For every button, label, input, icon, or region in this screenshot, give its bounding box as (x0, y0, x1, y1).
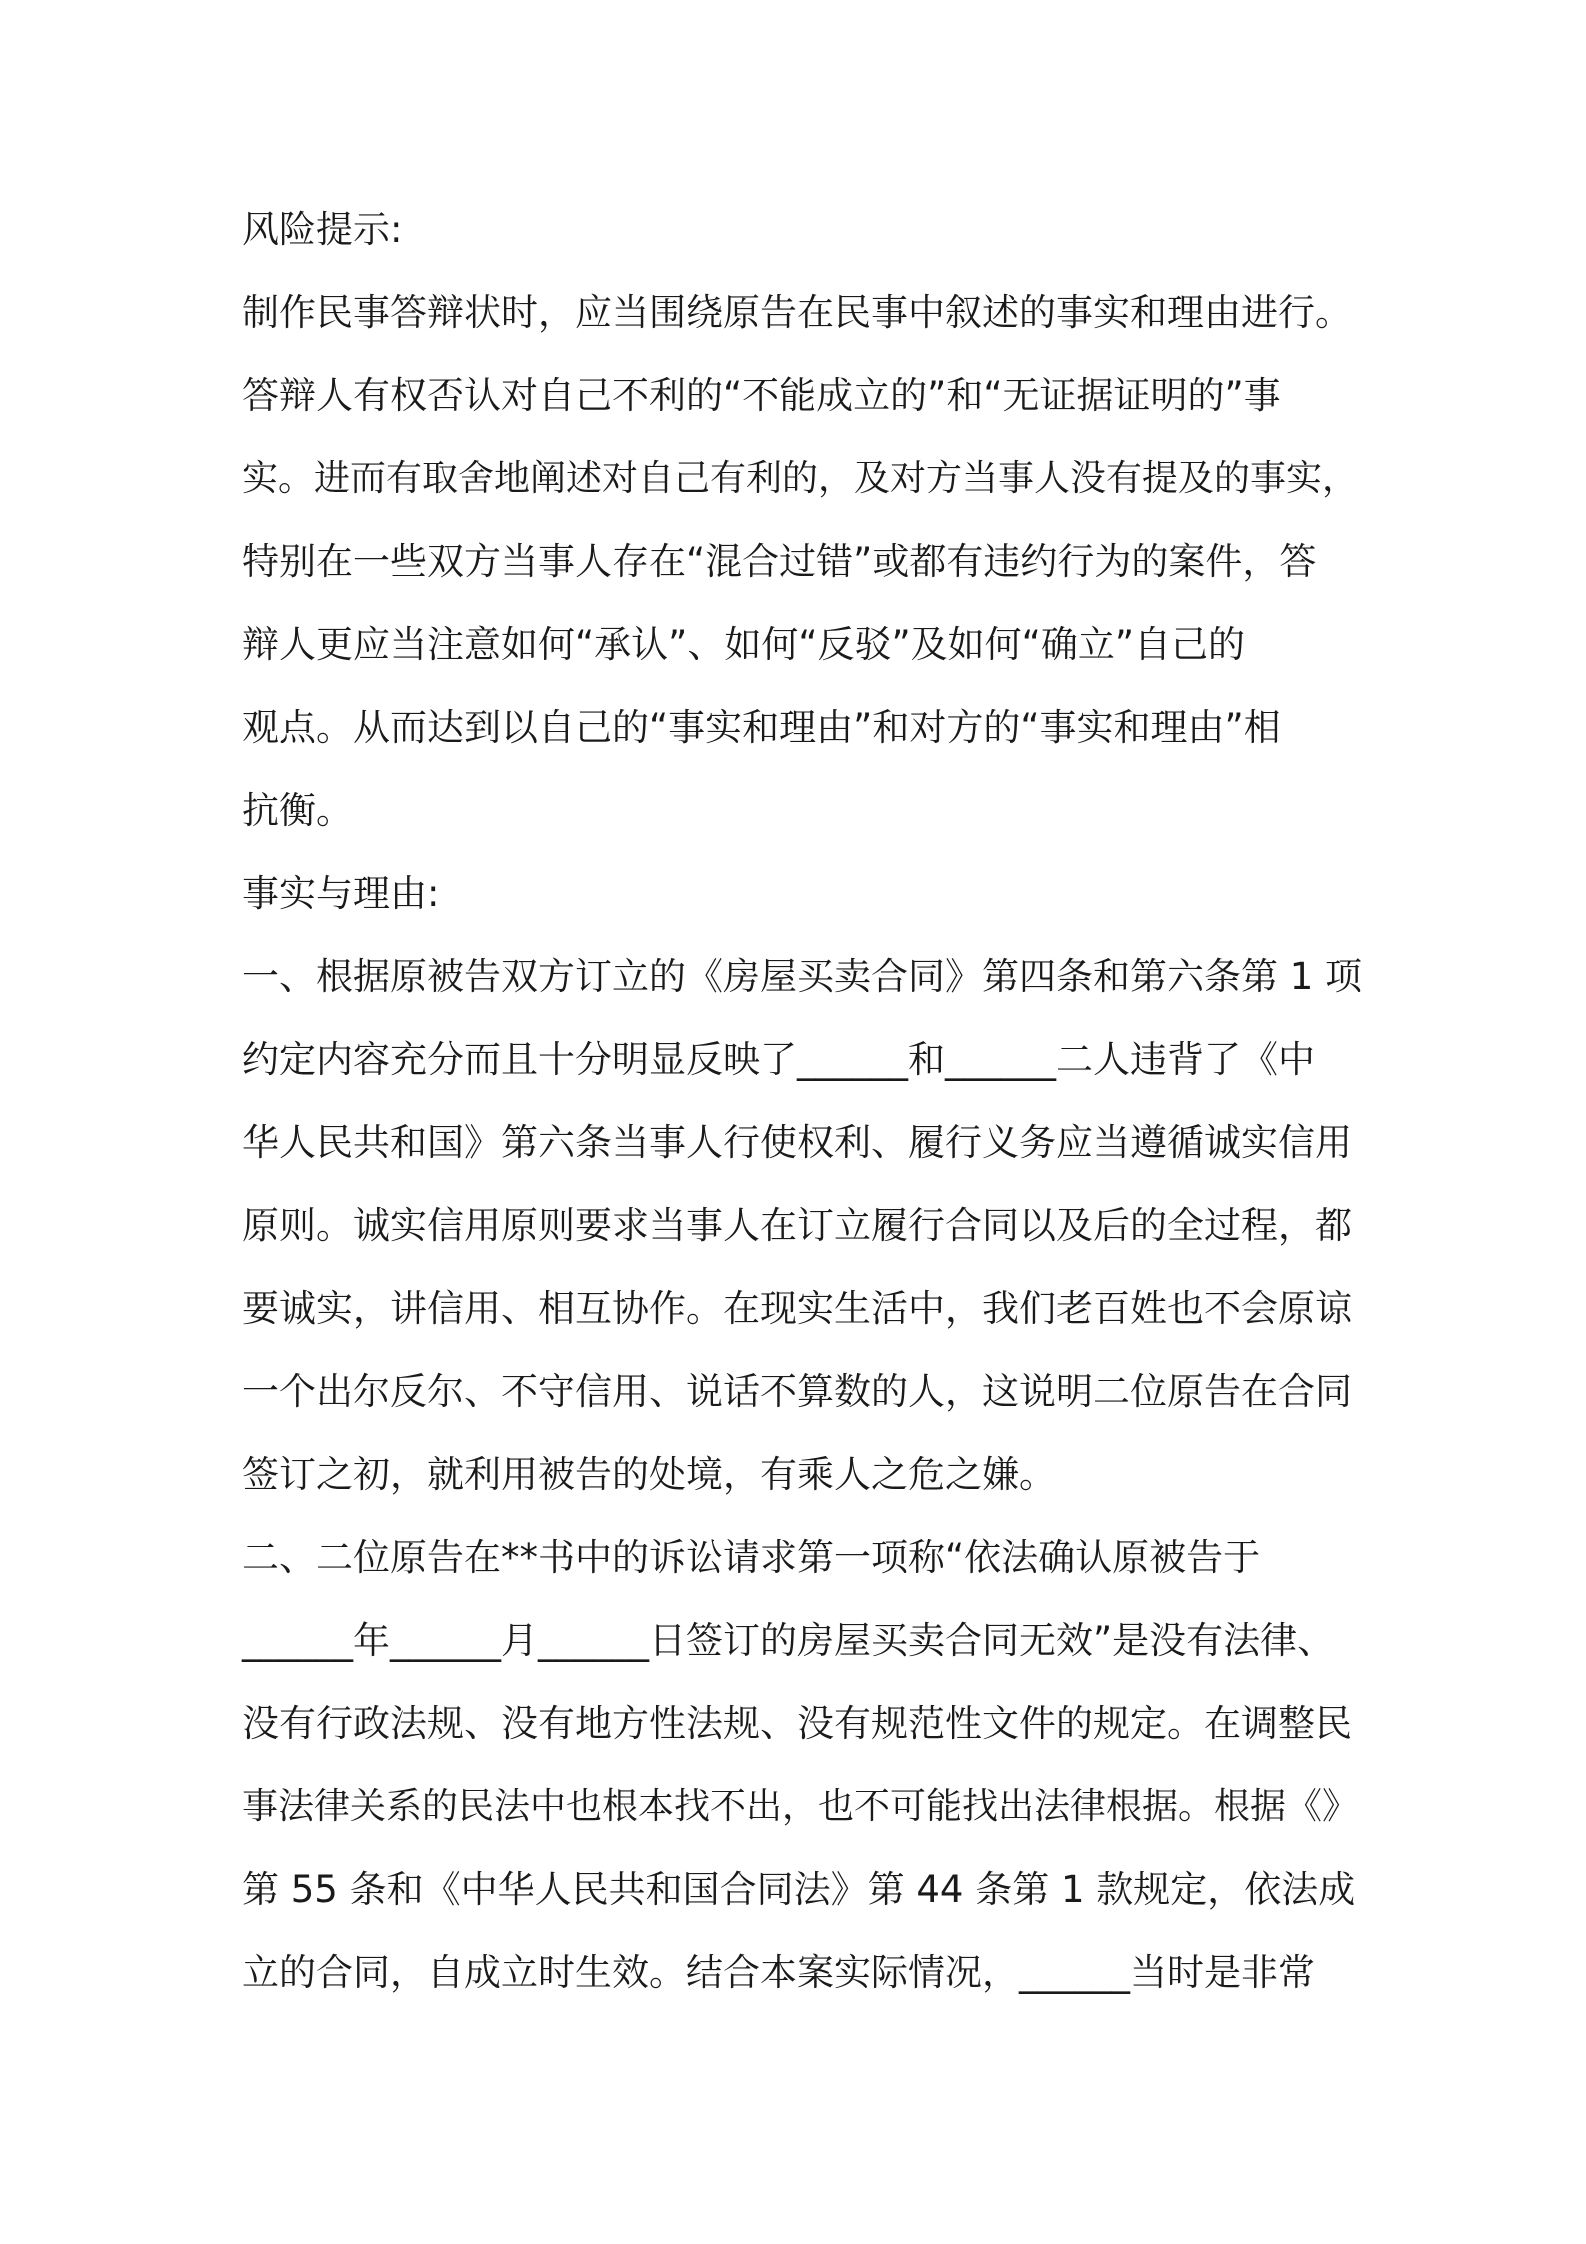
body-text-line: 观点。从而达到以自己的“事实和理由”和对方的“事实和理由”相 (242, 706, 1281, 749)
body-text-line: 原则。诚实信用原则要求当事人在订立履行合同以及后的全过程，都 (242, 1204, 1352, 1247)
body-text-line: 要诚实，讲信用、相互协作。在现实生活中，我们老百姓也不会原谅 (242, 1287, 1352, 1330)
body-text-line: 答辩人有权否认对自己不利的“不能成立的”和“无证据证明的”事 (242, 374, 1281, 417)
body-text-line: 二、二位原告在**书中的诉讼请求第一项称“依法确认原被告于 (242, 1536, 1261, 1579)
body-text-line: 抗衡。 (242, 789, 353, 832)
body-text-line: 第 55 条和《中华人民共和国合同法》第 44 条第 1 款规定，依法成 (242, 1868, 1356, 1911)
body-text-line: 一、根据原被告双方订立的《房屋买卖合同》第四条和第六条第 1 项 (242, 955, 1363, 998)
body-text-line: 事法律关系的民法中也根本找不出，也不可能找出法律根据。根据《》 (242, 1786, 1359, 1827)
body-text-line: 立的合同，自成立时生效。结合本案实际情况，______当时是非常 (242, 1951, 1315, 1994)
body-text-line: 约定内容充分而且十分明显反映了______和______二人违背了《中 (242, 1038, 1315, 1081)
body-text-line: 没有行政法规、没有地方性法规、没有规范性文件的规定。在调整民 (242, 1702, 1352, 1745)
body-text-line: 制作民事答辩状时，应当围绕原告在民事中叙述的事实和理由进行。 (242, 291, 1352, 334)
body-text-line: 一个出尔反尔、不守信用、说话不算数的人，这说明二位原告在合同 (242, 1370, 1352, 1413)
body-text-line: ______年______月______日签订的房屋买卖合同无效”是没有法律、 (242, 1619, 1335, 1662)
facts-heading: 事实与理由: (242, 872, 440, 915)
body-text-line: 签订之初，就利用被告的处境，有乘人之危之嫌。 (242, 1453, 1056, 1496)
body-text-line: 实。进而有取舍地阐述对自己有利的，及对方当事人没有提及的事实， (242, 458, 1359, 499)
body-text-line: 华人民共和国》第六条当事人行使权利、履行义务应当遵循诚实信用 (242, 1121, 1352, 1164)
body-text-line: 辩人更应当注意如何“承认”、如何“反驳”及如何“确立”自己的 (242, 623, 1246, 666)
risk-heading: 风险提示: (242, 208, 403, 251)
body-text-line: 特别在一些双方当事人存在“混合过错”或都有违约行为的案件，答 (242, 540, 1317, 583)
